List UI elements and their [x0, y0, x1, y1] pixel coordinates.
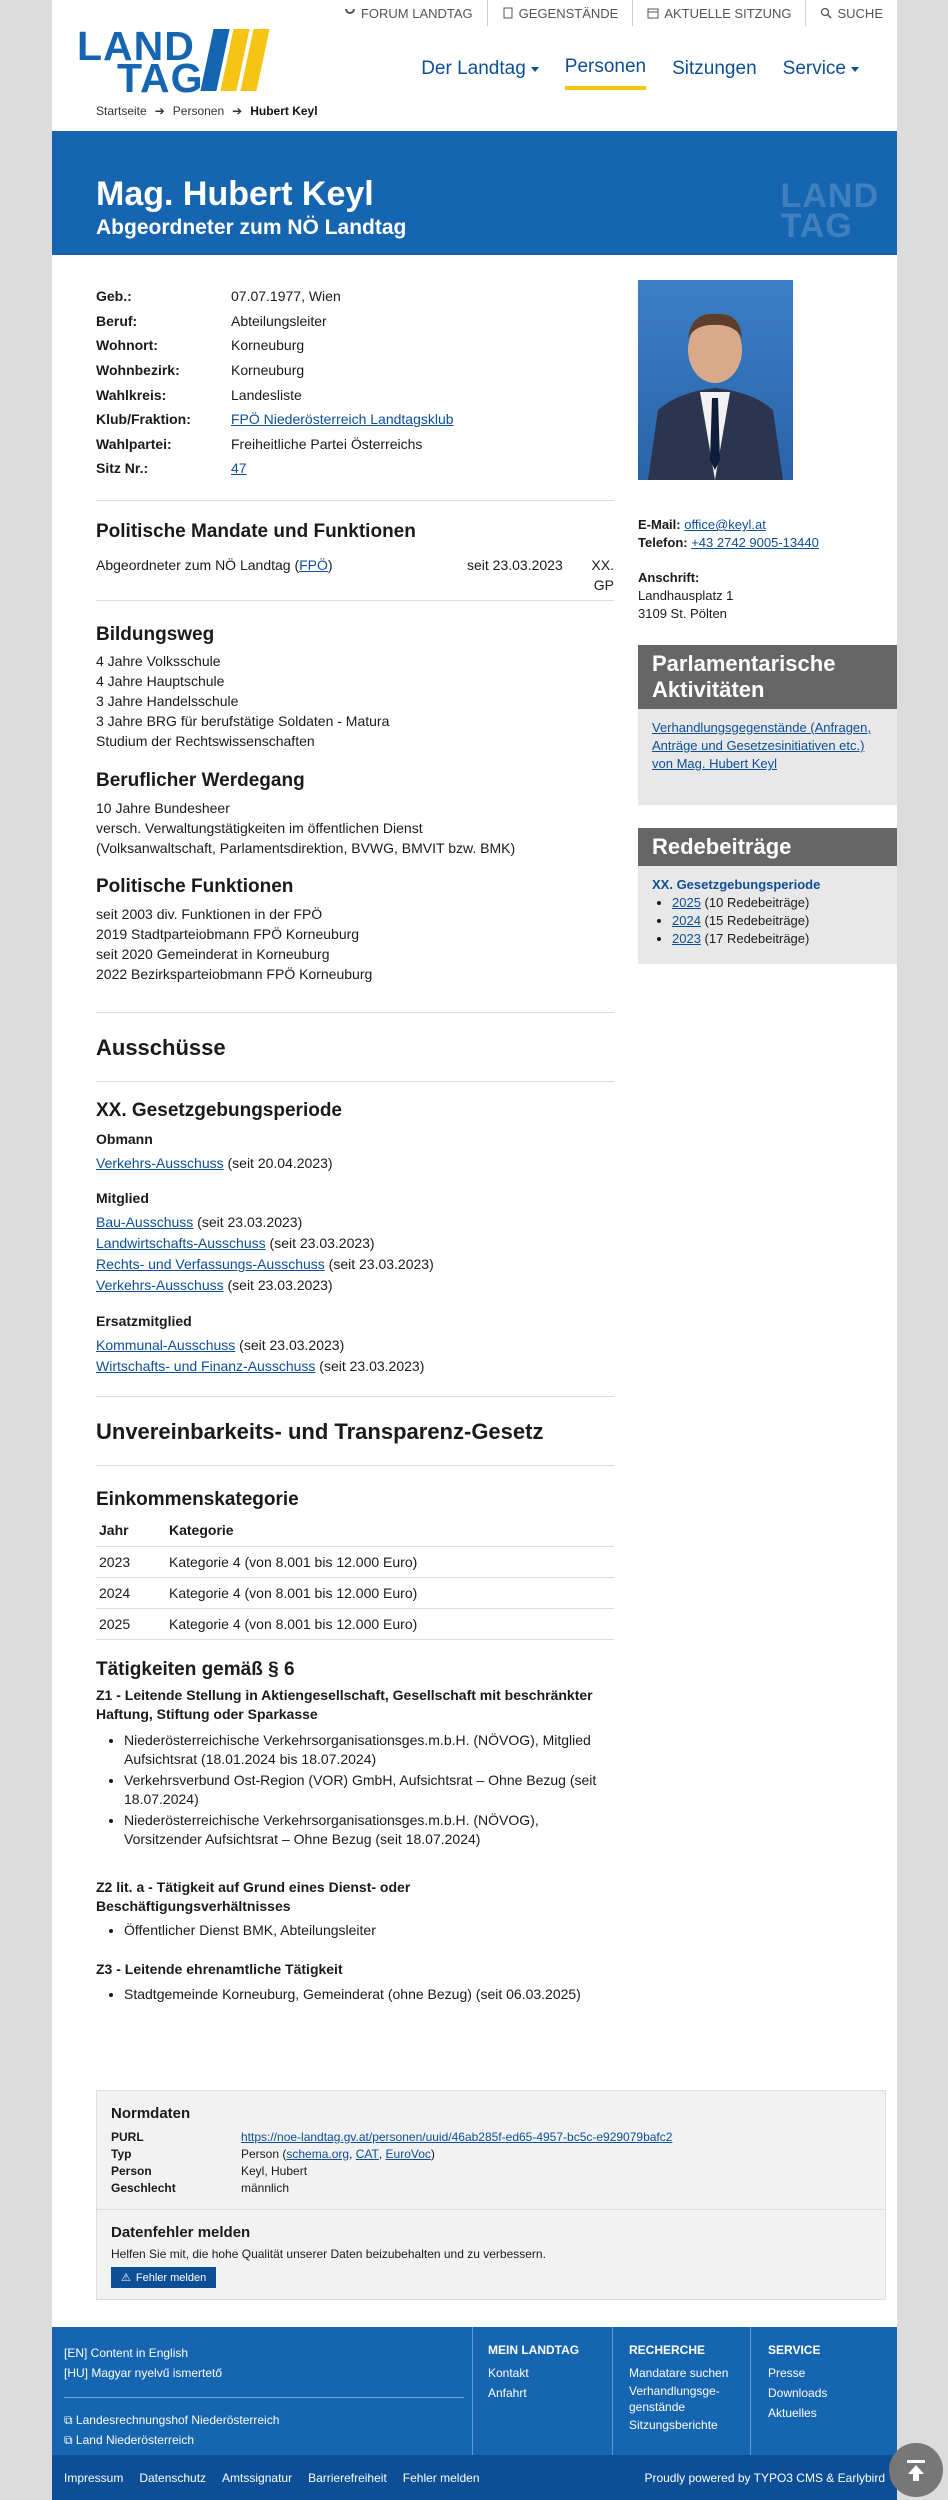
calendar-icon — [647, 7, 659, 19]
list-item — [672, 930, 883, 948]
nav-label: Service — [782, 58, 846, 79]
fact-value: Korneuburg — [231, 337, 305, 354]
beruf-item: 10 Jahre Bundesheer — [96, 800, 230, 816]
eurovoc-link[interactable]: EuroVoc — [385, 2147, 431, 2161]
fact-key: Beruf: — [96, 312, 138, 329]
logo-stripes — [200, 29, 269, 91]
external-link-icon: ⧉ — [64, 2433, 73, 2447]
contact-info — [638, 516, 819, 552]
amtssignatur-link[interactable]: Amtssignatur — [222, 2471, 293, 2485]
mandate-gp: XX. GP — [591, 557, 614, 593]
tel-link[interactable]: +43 2742 9005-13440 — [691, 535, 819, 550]
error-text: Helfen Sie mit, die hohe Qualität unserer Daten beizubehalten und zu verbessern. — [111, 2247, 546, 2261]
ext-link: Landesrechnungshof Niederösterreich — [75, 2413, 280, 2427]
sitzung-label: AKTUELLE SITZUNG — [664, 5, 792, 21]
addr-line2: 3109 St. Pölten — [638, 606, 727, 621]
cat-link[interactable]: CAT — [355, 2147, 379, 2161]
cell-year: 2025 — [96, 1608, 166, 1639]
nav-personen[interactable] — [565, 56, 646, 90]
committee-link[interactable]: Verkehrs-Ausschuss — [96, 1277, 224, 1293]
chevron-down-icon — [531, 67, 539, 72]
committee-link[interactable]: Verkehrs-Ausschuss — [96, 1155, 224, 1171]
z1-list — [124, 1731, 604, 1851]
committee-item — [96, 1337, 344, 1353]
report-error-button[interactable] — [111, 2267, 216, 2288]
warning-icon: ⚠ — [121, 2272, 131, 2284]
datenschutz-link[interactable]: Datenschutz — [139, 2471, 207, 2485]
error-heading: Datenfehler melden — [111, 2224, 251, 2241]
aktuelle-sitzung-link[interactable] — [632, 0, 805, 26]
parl-link[interactable]: Verhandlungsgegenstände (Anfragen, Anträge und Gesetzesinitiativen etc.) von Mag. Hubert Keyl — [652, 720, 872, 771]
polfunk-item: 2019 Stadtparteiobmann FPÖ Korneuburg — [96, 926, 360, 942]
parl-activities-box — [638, 645, 897, 805]
transparenz-heading: Unvereinbarkeits- und Transparenz-Gesetz — [96, 1419, 544, 1444]
z3-list — [124, 1985, 604, 2006]
bildung-item: 3 Jahre Handelsschule — [96, 693, 239, 709]
z2-list — [124, 1921, 604, 1942]
table-row — [96, 1546, 614, 1577]
nav-service[interactable] — [783, 56, 859, 90]
rede-year-link[interactable]: 2024 — [672, 913, 701, 928]
footer-link[interactable]: Downloads — [768, 2386, 828, 2400]
arrow-right-icon: ➔ — [232, 104, 243, 118]
address — [638, 569, 733, 623]
footer-link[interactable]: Kontakt — [488, 2366, 529, 2380]
redebeitraege-box — [638, 828, 897, 964]
legal-links — [64, 2471, 480, 2485]
breadcrumb-startseite[interactable]: Startseite — [96, 104, 147, 118]
list-item: • Stadtgemeinde Korneuburg, Gemeinderat (ohne Bezug) (seit 06.03.2025) — [124, 1985, 604, 2004]
obmann-label: Obmann — [96, 1131, 153, 1147]
tel-label: Telefon: — [638, 535, 688, 550]
committee-item — [96, 1155, 333, 1171]
fact-row — [96, 382, 614, 407]
divider — [96, 600, 614, 601]
polfunk-item: seit 2020 Gemeinderat in Korneuburg — [96, 946, 330, 962]
nd-row — [111, 2130, 672, 2144]
nd-value: männlich — [241, 2181, 290, 2195]
search-label: SUCHE — [837, 5, 883, 21]
person-facts — [96, 284, 614, 481]
committee-item — [96, 1235, 375, 1251]
z1-label: Z1 - Leitende Stellung in Aktiengesellschaft, Gesellschaft mit beschränkter Haftung, Stiftung oder Sparkasse — [96, 1687, 593, 1722]
nd-key: Typ — [111, 2147, 132, 2161]
parl-heading: Parlamentarische Aktivitäten — [638, 645, 897, 709]
page — [52, 0, 897, 2500]
purl-link[interactable]: https://noe-landtag.gv.at/personen/uuid/46ab285f-ed65-4957-bc5c-e929079bafc2 — [241, 2130, 673, 2144]
fact-key: Klub/Fraktion: — [96, 411, 191, 428]
polfunk-list — [96, 904, 372, 984]
footer-link[interactable]: Sitzungsberichte — [629, 2418, 718, 2432]
fehler-melden-link[interactable]: Fehler melden — [402, 2471, 480, 2485]
list-item: • Niederösterreichische Verkehrsorganisationsges.m.b.H. (NÖVOG), Mitglied Aufsichtsrat (18.01.2024 bis 18.07.2024) — [124, 1731, 604, 1769]
polfunk-item: seit 2003 div. Funktionen in der FPÖ — [96, 906, 323, 922]
cell-category: Kategorie 4 (von 8.001 bis 12.000 Euro) — [166, 1577, 614, 1608]
committee-since: (seit 23.03.2023) — [235, 1337, 345, 1353]
bildung-item: 3 Jahre BRG für berufstätige Soldaten - Matura — [96, 713, 390, 729]
divider — [64, 2397, 464, 2398]
fact-key: Wahlpartei: — [96, 435, 172, 452]
footer-bottom-bar — [52, 2455, 897, 2500]
table-row — [96, 1608, 614, 1639]
nd-key: Person — [111, 2164, 152, 2178]
nd-value: Keyl, Hubert — [241, 2164, 308, 2178]
fact-row — [96, 358, 614, 383]
logo-line2: TAG — [117, 55, 204, 101]
fact-row — [96, 407, 614, 432]
sitz-link[interactable]: 47 — [231, 460, 247, 477]
list-item — [672, 912, 883, 930]
email-label: E-Mail: — [638, 517, 681, 532]
footer — [52, 2327, 897, 2455]
committee-link[interactable]: Landwirtschafts-Ausschuss — [96, 1235, 266, 1251]
footer-link[interactable]: Presse — [768, 2366, 806, 2380]
income-table — [96, 1515, 614, 1640]
rede-year-link[interactable]: 2025 — [672, 895, 701, 910]
forum-landtag-link[interactable] — [330, 0, 487, 26]
committee-item — [96, 1358, 424, 1374]
footer-link[interactable]: Mandatare suchen — [629, 2366, 729, 2380]
gegenstaende-link[interactable] — [487, 0, 633, 26]
ext-link-row[interactable] — [64, 2430, 464, 2450]
divider — [97, 2209, 885, 2210]
normdaten-box — [96, 2090, 886, 2300]
mandate-since: seit 23.03.2023 — [467, 557, 563, 573]
table-header — [96, 1515, 614, 1546]
col-jahr: Jahr — [96, 1515, 166, 1546]
powered-by: Proudly powered by TYPO3 CMS & Earlybird — [644, 2471, 885, 2485]
mandate-row — [96, 555, 614, 595]
forum-label: FORUM LANDTAG — [360, 5, 473, 21]
external-link-icon: ⧉ — [64, 2413, 73, 2427]
logo-watermark — [780, 177, 879, 245]
fact-key: Geb.: — [96, 288, 132, 305]
list-item: • Verkehrsverbund Ost-Region (VOR) GmbH, Aufsichtsrat – Ohne Bezug (seit 18.07.2024) — [124, 1771, 604, 1809]
fact-value: Abteilungsleiter — [231, 312, 327, 329]
mandate-heading: Politische Mandate und Funktionen — [96, 521, 416, 542]
nd-row — [111, 2164, 307, 2178]
period-heading: XX. Gesetzgebungsperiode — [96, 1100, 342, 1121]
table-row — [96, 1577, 614, 1608]
main-nav — [421, 56, 859, 90]
mandate-close: ) — [327, 557, 333, 573]
lang-hu-link[interactable]: [HU] Magyar nyelvű ismertető — [64, 2366, 223, 2380]
committee-item — [96, 1256, 434, 1272]
gegenstaende-label: GEGENSTÄNDE — [518, 5, 619, 21]
page-title: Mag. Hubert Keyl — [96, 175, 374, 213]
mitglied-label: Mitglied — [96, 1190, 149, 1206]
portrait-photo — [638, 280, 793, 480]
addr-line1: Landhausplatz 1 — [638, 588, 734, 603]
impressum-link[interactable]: Impressum — [64, 2471, 124, 2485]
mandate-text: Abgeordneter zum NÖ Landtag ( — [96, 557, 300, 573]
normdaten-heading: Normdaten — [111, 2105, 191, 2122]
list-item: • Öffentlicher Dienst BMK, Abteilungsleiter — [124, 1921, 604, 1940]
landtag-logo[interactable] — [77, 23, 292, 101]
schema-link[interactable]: schema.org — [286, 2147, 350, 2161]
fact-value: Landesliste — [231, 386, 302, 403]
hero-banner — [52, 131, 897, 255]
bildung-item: 4 Jahre Volksschule — [96, 653, 221, 669]
cell-year: 2023 — [96, 1546, 166, 1577]
chevron-down-icon — [851, 67, 859, 72]
nav-label: Personen — [564, 56, 647, 77]
beruf-item: versch. Verwaltungstätigkeiten im öffentlichen Dienst — [96, 820, 423, 836]
footer-link[interactable]: Anfahrt — [488, 2386, 527, 2400]
bildung-item: Studium der Rechtswissenschaften — [96, 733, 315, 749]
fact-key: Wohnbezirk: — [96, 362, 180, 379]
nd-key: PURL — [111, 2130, 144, 2144]
footer-recherche — [629, 2343, 739, 2435]
wm-line1: LAND — [780, 177, 879, 215]
document-icon — [502, 7, 514, 19]
scroll-to-top-button[interactable] — [889, 2443, 943, 2497]
fact-row — [96, 333, 614, 358]
breadcrumb-current: Hubert Keyl — [250, 104, 318, 118]
divider — [612, 2327, 613, 2455]
ausschuesse-heading: Ausschüsse — [96, 1035, 226, 1060]
logo-line1: LAND — [77, 23, 195, 69]
nav-der-landtag[interactable] — [421, 56, 539, 90]
committee-since: (seit 23.03.2023) — [265, 1235, 375, 1251]
rede-count: (15 Redebeiträge) — [704, 913, 810, 928]
rede-count: (17 Redebeiträge) — [704, 931, 810, 946]
fact-row — [96, 309, 614, 334]
fact-key: Sitz Nr.: — [96, 460, 149, 477]
rede-year-link[interactable]: 2023 — [672, 931, 701, 946]
footer-heading: MEIN LANDTAG — [488, 2343, 580, 2357]
beruf-list — [96, 798, 515, 858]
z3-label: Z3 - Leitende ehrenamtliche Tätigkeit — [96, 1961, 343, 1977]
top-utility-bar — [330, 0, 897, 26]
committee-since: (seit 23.03.2023) — [315, 1358, 425, 1374]
footer-service — [768, 2343, 827, 2423]
fact-value: 07.07.1977, Wien — [231, 288, 341, 305]
footer-heading: SERVICE — [768, 2343, 821, 2357]
email-row — [638, 516, 819, 534]
cell-year: 2024 — [96, 1577, 166, 1608]
rede-count: (10 Redebeiträge) — [704, 895, 810, 910]
person-silhouette-icon — [638, 280, 793, 480]
committee-item — [96, 1277, 333, 1293]
fact-row — [96, 432, 614, 457]
divider — [96, 1012, 614, 1013]
footer-mein-landtag — [488, 2343, 579, 2403]
nd-row — [111, 2181, 289, 2195]
footer-link[interactable]: Aktuelles — [768, 2406, 817, 2420]
z2-label: Z2 lit. a - Tätigkeit auf Grund eines Dienst- oder Beschäftigungsverhältnisses — [96, 1879, 411, 1914]
footer-heading: RECHERCHE — [629, 2343, 706, 2357]
committee-link[interactable]: Bau-Ausschuss — [96, 1214, 194, 1230]
cell-category: Kategorie 4 (von 8.001 bis 12.000 Euro) — [166, 1608, 614, 1639]
divider — [96, 500, 614, 501]
beruf-heading: Beruflicher Werdegang — [96, 770, 305, 791]
committee-item — [96, 1214, 302, 1230]
breadcrumb — [96, 104, 318, 118]
divider — [96, 1396, 614, 1397]
committee-link[interactable]: Kommunal-Ausschuss — [96, 1337, 236, 1353]
breadcrumb-personen[interactable]: Personen — [172, 104, 225, 118]
committee-since: (seit 23.03.2023) — [223, 1277, 333, 1293]
klub-link[interactable]: FPÖ Niederösterreich Landtagsklub — [231, 411, 454, 428]
bildung-heading: Bildungsweg — [96, 624, 215, 645]
search-icon — [820, 7, 832, 19]
nav-label: Der Landtag — [421, 58, 526, 79]
fact-key: Wahlkreis: — [96, 386, 167, 403]
email-link[interactable]: office@keyl.at — [684, 517, 766, 532]
bildung-item: 4 Jahre Hauptschule — [96, 673, 225, 689]
col-kategorie: Kategorie — [166, 1515, 614, 1546]
addr-label: Anschrift: — [638, 570, 700, 585]
ext-link: Land Niederösterreich — [75, 2433, 194, 2447]
list-item: • Niederösterreichische Verkehrsorganisationsges.m.b.H. (NÖVOG), Vorsitzender Aufsichtsrat – Ohne Bezug (seit 18.07.2024) — [124, 1811, 604, 1849]
committee-link[interactable]: Rechts- und Verfassungs-Ausschuss — [96, 1256, 325, 1272]
horseshoe-icon — [344, 7, 356, 19]
polfunk-item: 2022 Bezirksparteiobmann FPÖ Korneuburg — [96, 966, 373, 982]
fact-row — [96, 284, 614, 309]
committee-link[interactable]: Wirtschafts- und Finanz-Ausschuss — [96, 1358, 316, 1374]
search-link[interactable] — [805, 0, 897, 26]
rede-heading: Redebeiträge — [638, 828, 897, 866]
typ-text: Person ( — [241, 2147, 287, 2161]
nd-key: Geschlecht — [111, 2181, 176, 2195]
fact-row — [96, 456, 614, 481]
polfunk-heading: Politische Funktionen — [96, 876, 294, 897]
ext-link-row[interactable] — [64, 2410, 464, 2430]
committee-since: (seit 23.03.2023) — [193, 1214, 303, 1230]
cell-category: Kategorie 4 (von 8.001 bis 12.000 Euro) — [166, 1546, 614, 1577]
barrierefreiheit-link[interactable]: Barrierefreiheit — [308, 2471, 387, 2485]
nav-sitzungen[interactable] — [672, 56, 757, 90]
footer-link[interactable]: Verhandlungsge-genstände — [629, 2384, 720, 2414]
taetigkeiten-heading: Tätigkeiten gemäß § 6 — [96, 1659, 295, 1680]
page-subtitle: Abgeordneter zum NÖ Landtag — [96, 216, 407, 239]
rede-list — [652, 894, 883, 948]
party-link[interactable]: FPÖ — [299, 557, 328, 573]
ersatz-label: Ersatzmitglied — [96, 1313, 192, 1329]
divider — [96, 1081, 614, 1082]
arrow-up-icon — [903, 2457, 929, 2483]
fact-value: Freiheitliche Partei Österreichs — [231, 435, 423, 452]
nav-label: Sitzungen — [672, 58, 757, 79]
lang-en-link[interactable]: [EN] Content in English — [64, 2346, 189, 2360]
beruf-item: (Volksanwaltschaft, Parlamentsdirektion, BVWG, BMVIT bzw. BMK) — [96, 840, 516, 856]
wm-line2: TAG — [780, 207, 853, 245]
bildung-list — [96, 651, 389, 751]
btn-label: Fehler melden — [135, 2271, 207, 2284]
footer-lang — [64, 2343, 464, 2450]
arrow-right-icon: ➔ — [154, 104, 165, 118]
list-item — [672, 894, 883, 912]
divider — [96, 1465, 614, 1466]
rede-period: XX. Gesetzgebungsperiode — [652, 877, 821, 892]
fact-value: Korneuburg — [231, 362, 305, 379]
fact-key: Wohnort: — [96, 337, 158, 354]
tel-row — [638, 534, 819, 552]
divider — [472, 2327, 473, 2455]
divider — [750, 2327, 751, 2455]
nd-row: Typ Person ( schema.org , CAT , EuroVoc ) — [111, 2147, 435, 2161]
committee-since: (seit 20.04.2023) — [223, 1155, 333, 1171]
committee-since: (seit 23.03.2023) — [324, 1256, 434, 1272]
eink-heading: Einkommenskategorie — [96, 1489, 299, 1510]
